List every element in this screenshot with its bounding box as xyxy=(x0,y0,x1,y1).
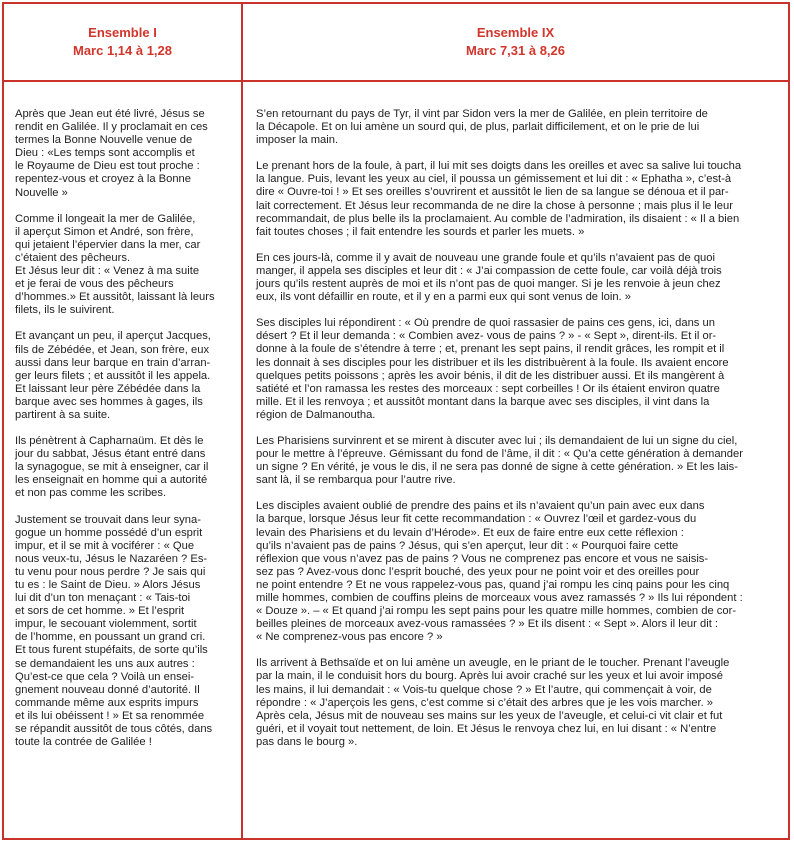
left-paragraph: Comme il longeait la mer de Galilée, il aperçut Simon et André, son frère, qui jetaient l’épervier dans la mer, car c’étaient des pêcheurs. Et Jésus leur dit : « Venez à ma suite et je ferai de vous des pêcheurs d’hommes.» Et aussitôt, laissant là leurs filets, ils le suivirent. xyxy=(15,212,215,317)
left-column-reference: Marc 1,14 à 1,28 xyxy=(72,43,173,58)
right-column-title: Ensemble IX xyxy=(476,25,555,40)
right-paragraph: Ses disciples lui répondirent : « Où prendre de quoi rassasier de pains ces gens, ici, dans un désert ? Et il leur demanda : « Combien avez- vous de pains ? » - « Sept », dirent-ils. Et il or- donne à la foule de s’étendre à terre ; et, prenant les sept pains, il rendit grâces, les rompit et il les donnait à ses disciples pour les distribuer et ils les distribuèrent à la foule. Ils avaient encore quelques petits poissons ; après les avoir bénis, il dit de les distribuer aussi. Et ils mangèrent à satiété et l’on ramassa les restes des morceaux : sept corbeilles ! Or ils étaient environ quatre mille. Et il les renvoya ; et aussitôt montant dans la barque avec ses disciples, il vint dans la région de Dalmanoutha. xyxy=(256,317,729,421)
left-column-body xyxy=(15,108,232,762)
comparison-table xyxy=(2,2,790,840)
left-paragraph: Ils pénètrent à Capharnaüm. Et dès le jour du sabbat, Jésus étant entré dans la synagogue, se mit à enseigner, car il les enseignait en homme qui a autorité et non pas comme les scribes. xyxy=(15,435,209,500)
left-column-header xyxy=(4,4,241,80)
left-paragraph: Après que Jean eut été livré, Jésus se rendit en Galilée. Il y proclamait en ces termes la Bonne Nouvelle venue de Dieu : «Les temps sont accomplis et le Royaume de Dieu est tout proche : repentez-vous et croyez à la Bonne Nouvelle » xyxy=(15,108,208,199)
header-divider xyxy=(4,80,788,82)
left-paragraph: Justement se trouvait dans leur syna- gogue un homme possédé d’un esprit impur, et il se mit à vociférer : « Que nous veux-tu, Jésus le Nazaréen ? Es- tu venu pour nous perdre ? Je sais qui tu es : le Saint de Dieu. » Alors Jésus lui dit d’un ton menaçant : « Tais-toi et sors de cet homme. » Et l’esprit impur, le secouant violemment, sortit de l’homme, en poussant un grand cri. Et tous furent stupéfaits, de sorte qu’ils se demandaient les uns aux autres : Qu’est-ce que cela ? Voilà un ensei- gnement nouveau donné d’autorité. Il commande même aux esprits impurs et ils lui obéissent ! » Et sa renommée se répandit aussitôt de tous côtés, dans toute la contrée de Galilée ! xyxy=(15,513,213,749)
right-column-reference: Marc 7,31 à 8,26 xyxy=(465,43,566,58)
right-paragraph: Le prenant hors de la foule, à part, il lui mit ses doigts dans les oreilles et avec sa salive lui toucha la langue. Puis, levant les yeux au ciel, il poussa un gémissement et lui dit : « Ephatha », c’est-à dire « Ouvre-toi ! » Et ses oreilles s’ouvrirent et aussitôt le lien de sa langue se dénoua et il par- lait correctement. Et Jésus leur recommanda de ne dire la chose à personne ; mais plus il le leur recommandait, de plus belle ils la proclamaient. Au comble de l’admiration, ils disaient : « Il a bien fait toutes choses ; il fait entendre les sourds et parler les muets. » xyxy=(256,160,742,238)
right-column-body xyxy=(256,108,781,762)
right-paragraph: S’en retournant du pays de Tyr, il vint par Sidon vers la mer de Galilée, en plein territoire de la Décapole. Et on lui amène un sourd qui, de plus, parlait difficilement, et on le prie de lui imposer la main. xyxy=(256,108,708,147)
right-paragraph: Ils arrivent à Bethsaïde et on lui amène un aveugle, en le priant de le toucher. Prenant l’aveugle par la main, il le conduisit hors du bourg. Après lui avoir craché sur les yeux et lui avoir imposé les mains, il lui demandait : « Vois-tu quelque chose ? » Et l’autre, qui commençait à voir, de répondre : « J’aperçois les gens, c’est comme si c’était des arbres que je les vois marcher. » Après cela, Jésus mit de nouveau ses mains sur les yeux de l’aveugle, et celui-ci vit clair et fut guéri, et il voyait tout nettement, de loin. Et Jésus le renvoya chez lui, en lui disant : « N’entre pas dans le bourg ». xyxy=(256,657,730,748)
right-paragraph: En ces jours-là, comme il y avait de nouveau une grande foule et qu’ils n’avaient pas de quoi manger, il appela ses disciples et leur dit : « J’ai compassion de cette foule, car voilà déjà trois jours qu’ils restent auprès de moi et ils n’ont pas de quoi manger. Si je les renvoie à jeun chez eux, ils vont défaillir en route, et il y en a parmi eux qui sont venus de loin. » xyxy=(256,251,722,304)
left-paragraph: Et avançant un peu, il aperçut Jacques, fils de Zébédée, et Jean, son frère, eux aussi dans leur barque en train d’arran- ger leurs filets ; et aussitôt il les appela. Et laissant leur père Zébédée dans la barque avec ses hommes à gages, ils partirent à sa suite. xyxy=(15,330,211,421)
right-column-header xyxy=(243,4,788,80)
right-paragraph: Les Pharisiens survinrent et se mirent à discuter avec lui ; ils demandaient de lui un signe du ciel, pour le mettre à l’épreuve. Gémissant du fond de l’âme, il dit : « Qu’a cette génération à demander un signe ? En vérité, je vous le dis, il ne sera pas donné de signe à cette génération. » Et les lais- sant là, il se rembarqua pour l’autre rive. xyxy=(256,434,743,487)
column-divider xyxy=(241,4,243,838)
left-column-title: Ensemble I xyxy=(88,25,157,40)
right-paragraph: Les disciples avaient oublié de prendre des pains et ils n’avaient qu’un pain avec eux dans la barque, lorsque Jésus leur fit cette recommandation : « Ouvrez l’œil et gardez-vous du levain des Pharisiens et du levain d’Hérode». Et eux de faire entre eux cette réflexion : qu’ils n’avaient pas de pains ? Jésus, qui s’en aperçut, leur dit : « Pourquoi faire cette réflexion que vous n’avez pas de pains ? Vous ne comprenez pas encore et vous ne saisis- sez pas ? Avez-vous donc l’esprit bouché, des yeux pour ne point voir et des oreilles pour ne point entendre ? Et ne vous rappelez-vous pas, quand j’ai rompu les cinq pains pour les cinq mille hommes, combien de couffins pleins de morceaux vous avez ramassés ? » Ils lui répondent : « Douze ». – « Et quand j’ai rompu les sept pains pour les quatre mille hommes, combien de cor- beilles pleines de morceaux avez-vous ramassées ? » Et ils disent : « Sept ». Alors il leur dit : « Ne comprenez-vous pas encore ? » xyxy=(256,500,743,644)
